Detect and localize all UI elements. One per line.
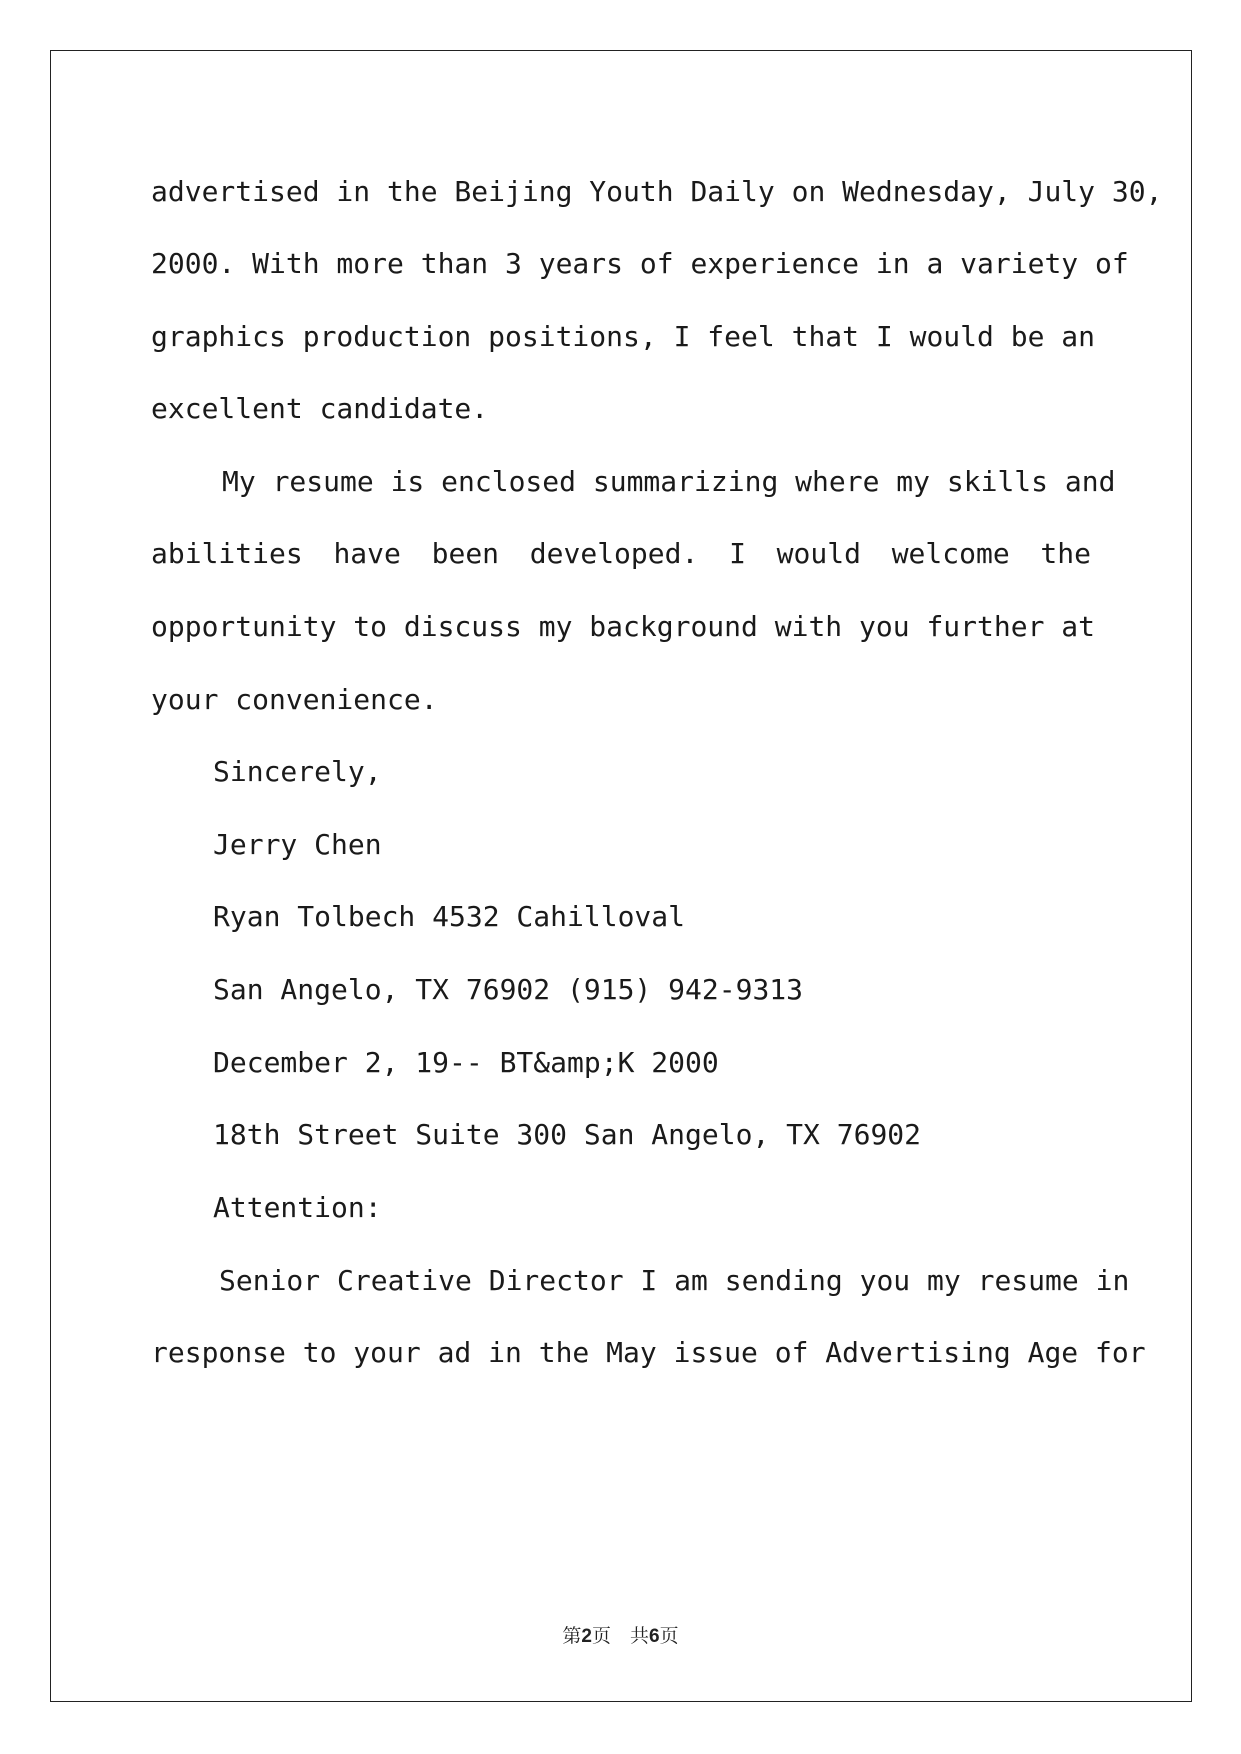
- footer-page-number: 2: [581, 1626, 592, 1647]
- page-footer: [0, 1624, 1241, 1649]
- body-line-8: your convenience.: [151, 683, 438, 716]
- footer-prefix: 第: [562, 1625, 582, 1647]
- page-border: [50, 50, 1192, 1702]
- footer-mid: 页 共: [591, 1625, 649, 1647]
- body-line-16: Senior Creative Director I am sending you my resume in: [219, 1264, 1130, 1297]
- footer-total-pages: 6: [649, 1626, 660, 1647]
- footer-suffix: 页: [659, 1625, 679, 1647]
- closing-salutation: Sincerely,: [213, 755, 382, 788]
- body-line-1: advertised in the Beijing Youth Daily on Wednesday, July 30,: [151, 175, 1163, 208]
- body-line-2: 2000. With more than 3 years of experience in a variety of: [151, 247, 1129, 280]
- recipient-address: 18th Street Suite 300 San Angelo, TX 76902: [213, 1118, 922, 1151]
- signer-name: Jerry Chen: [213, 828, 382, 861]
- body-line-5: My resume is enclosed summarizing where my skills and: [222, 465, 1116, 498]
- address-line-1: Ryan Tolbech 4532 Cahilloval: [213, 900, 686, 933]
- body-line-17: response to your ad in the May issue of Advertising Age for: [151, 1336, 1146, 1369]
- attention-line: Attention:: [213, 1191, 382, 1224]
- body-line-7: opportunity to discuss my background with you further at: [151, 610, 1096, 643]
- body-line-3: graphics production positions, I feel that I would be an: [151, 320, 1096, 353]
- body-line-6: abilities have been developed. I would welcome the: [151, 537, 1091, 570]
- body-line-4: excellent candidate.: [151, 392, 489, 425]
- date-line: December 2, 19-- BT&amp;K 2000: [213, 1046, 719, 1079]
- address-line-2: San Angelo, TX 76902 (915) 942-9313: [213, 973, 804, 1006]
